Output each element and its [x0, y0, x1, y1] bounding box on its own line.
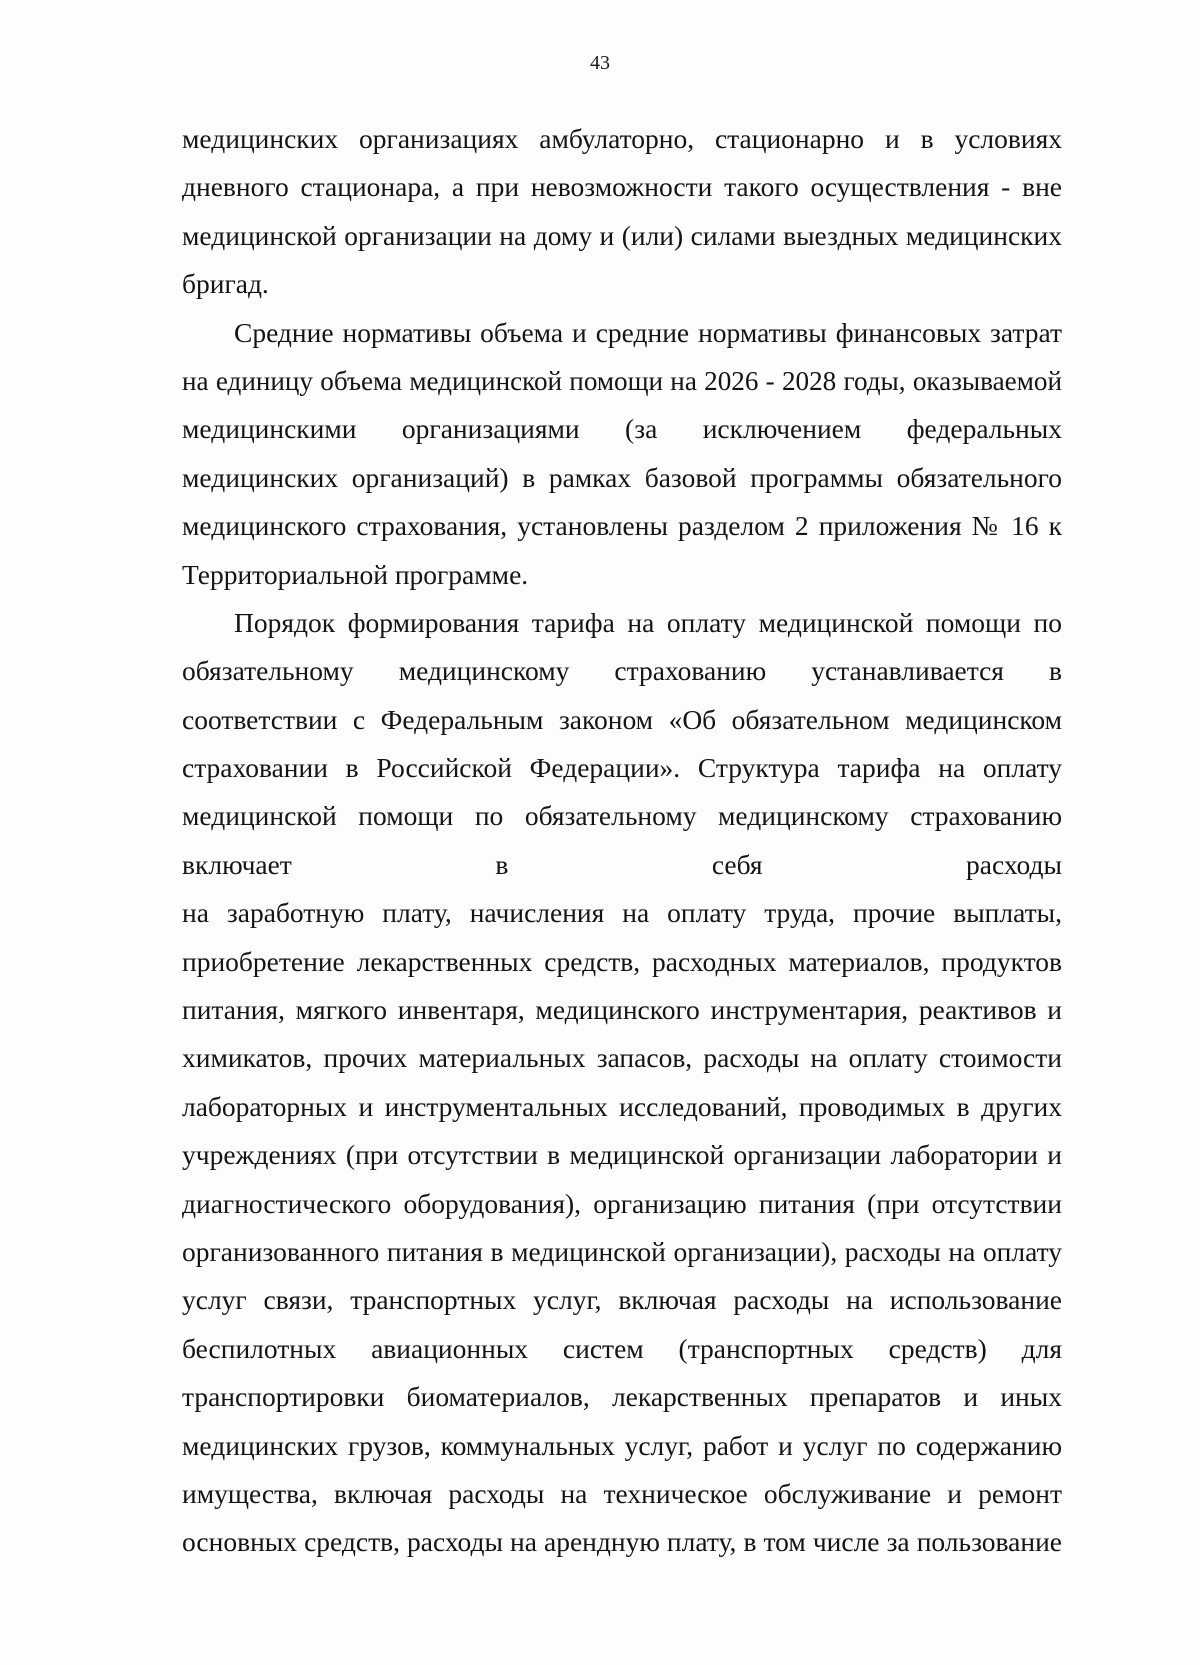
text-line: медицинских грузов, коммунальных услуг, работ и услуг по содержанию — [182, 1429, 1062, 1461]
text-line: на заработную плату, начисления на оплату труда, прочие выплаты, — [182, 897, 1062, 929]
text-line: химикатов, прочих материальных запасов, расходы на оплату стоимости — [182, 1042, 1062, 1074]
text-line: страховании в Российской Федерации». Структура тарифа на оплату — [182, 752, 1062, 784]
text-line: медицинских организаций) в рамках базовой программы обязательного — [182, 461, 1062, 493]
text-line: медицинской помощи по обязательному медицинскому страхованию — [182, 800, 1062, 832]
text-line: медицинской организации на дому и (или) силами выездных медицинских — [182, 219, 1062, 251]
text-line: медицинскими организациями (за исключением федеральных — [182, 413, 1062, 445]
text-line: дневного стационара, а при невозможности такого осуществления - вне — [182, 171, 1062, 203]
text-line: приобретение лекарственных средств, расходных материалов, продуктов — [182, 945, 1062, 977]
text-line: основных средств, расходы на арендную плату, в том числе за пользование — [182, 1526, 1062, 1558]
text-line: услуг связи, транспортных услуг, включая расходы на использование — [182, 1284, 1062, 1316]
text-line: диагностического оборудования), организацию питания (при отсутствии — [182, 1187, 1062, 1219]
text-line: на единицу объема медицинской помощи на 2026 - 2028 годы, оказываемой — [182, 365, 1062, 396]
text-line: соответствии с Федеральным законом «Об обязательном медицинском — [182, 703, 1062, 735]
text-line: включает в себя расходы — [182, 848, 1062, 880]
text-line: учреждениях (при отсутствии в медицинской организации лаборатории и — [182, 1139, 1062, 1171]
text-line: Средние нормативы объема и средние нормативы финансовых затрат — [234, 316, 1062, 348]
text-line: транспортировки биоматериалов, лекарственных препаратов и иных — [182, 1381, 1062, 1413]
text-line: беспилотных авиационных систем (транспортных средств) для — [182, 1332, 1062, 1364]
text-line: обязательному медицинскому страхованию устанавливается в — [182, 655, 1062, 687]
text-line: медицинского страхования, установлены разделом 2 приложения № 16 к — [182, 510, 1062, 542]
text-line: питания, мягкого инвентаря, медицинского инструментария, реактивов и — [182, 994, 1062, 1026]
text-line: организованного питания в медицинской организации), расходы на оплату — [182, 1235, 1062, 1267]
page-number: 43 — [590, 52, 610, 74]
text-line: лабораторных и инструментальных исследований, проводимых в других — [182, 1090, 1062, 1122]
text-line: Территориальной программе. — [182, 558, 529, 590]
text-line: имущества, включая расходы на техническое обслуживание и ремонт — [182, 1477, 1062, 1509]
text-line: Порядок формирования тарифа на оплату медицинской помощи по — [234, 606, 1062, 638]
text-line: медицинских организациях амбулаторно, стационарно и в условиях — [182, 123, 1062, 154]
text-line: бригад. — [182, 268, 269, 300]
body-text — [182, 115, 1062, 1567]
